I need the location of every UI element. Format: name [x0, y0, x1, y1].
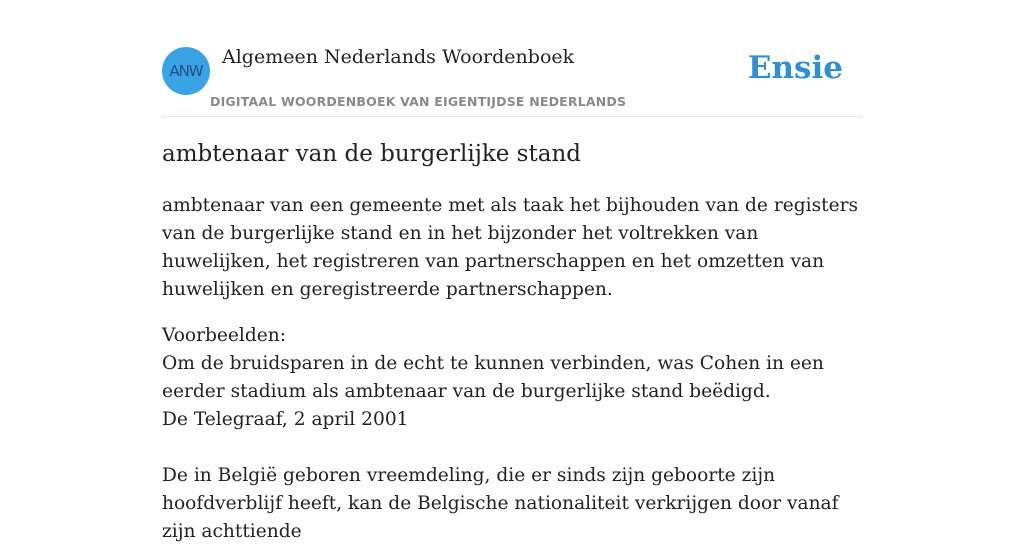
example-text: De in België geboren vreemdeling, die er sinds zijn geboorte zijn hoofdverblijf heeft, kan de Belgische nationaliteit verkrijgen door vanaf zijn achttiende: [162, 465, 839, 542]
site-header: [162, 0, 862, 117]
examples-section: [162, 322, 862, 546]
example-spacer: [162, 434, 862, 462]
entry-headword: ambtenaar van de burgerlijke stand: [162, 141, 581, 167]
examples-label: Voorbeelden:: [162, 325, 287, 346]
site-title[interactable]: Algemeen Nederlands Woordenboek: [222, 46, 575, 68]
site-subtitle: DIGITAAL WOORDENBOEK VAN EIGENTIJDSE NEDERLANDS: [210, 94, 627, 109]
example-source: De Telegraaf, 2 april 2001: [162, 409, 409, 430]
entry-content: [162, 138, 862, 546]
anw-logo-text: ANW: [169, 62, 203, 80]
ensie-brand-link[interactable]: Ensie: [747, 50, 843, 86]
entry-definition: ambtenaar van een gemeente met als taak het bijhouden van de registers van de burgerlijke stand en in het bijzonder het voltrekken van huwelijken, het registreren van partnerschappen en het omzetten van huwelijken en geregistreerde partnerschappen.: [162, 195, 859, 300]
example-text: Om de bruidsparen in de echt te kunnen verbinden, was Cohen in een eerder stadium als ambtenaar van de burgerlijke stand beëdigd.: [162, 353, 824, 402]
anw-logo[interactable]: [162, 47, 210, 95]
